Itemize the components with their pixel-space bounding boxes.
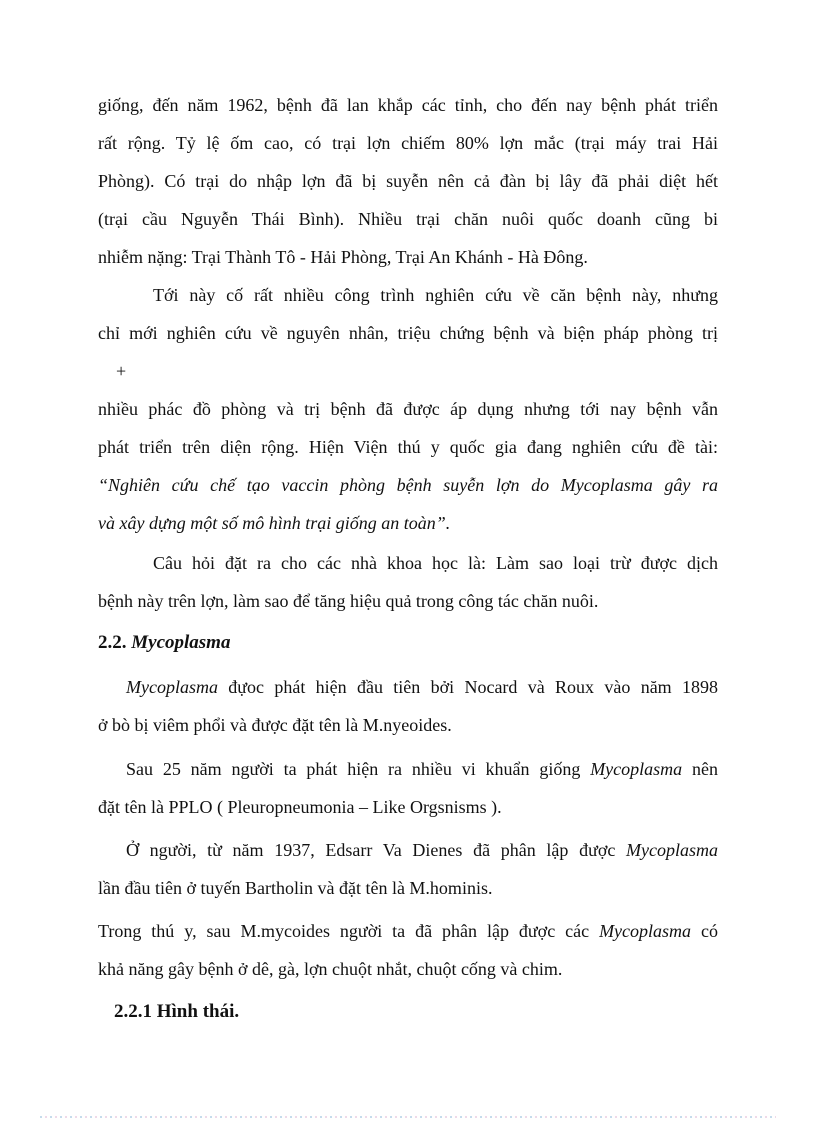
paragraph (98, 544, 718, 620)
text-line (98, 912, 718, 950)
text-line (98, 582, 718, 620)
document-body (98, 86, 718, 1031)
text-segment: Mycoplasma (126, 677, 218, 697)
text-segment: khả năng gây bệnh ở dê, gà, lợn chuột nhắt, chuột cống và chim. (98, 959, 563, 979)
text-segment: có (691, 921, 718, 941)
text-segment: Phòng). Có trại do nhập lợn đã bị suyễn nên cả đàn bị lây đã phải diệt hết (98, 171, 718, 191)
text-segment: ở bò bị viêm phổi và được đặt tên là M.nyeoides. (98, 715, 452, 735)
text-segment: + (116, 361, 127, 381)
page-bottom-dotted-line (40, 1116, 776, 1118)
text-segment: đựoc phát hiện đầu tiên bởi Nocard và Roux vào năm 1898 (217, 677, 718, 697)
text-segment: Mycoplasma (626, 840, 718, 860)
section-heading (98, 993, 718, 1031)
text-segment: đặt tên là PPLO ( Pleuropneumonia – Like Orgsnisms ). (98, 797, 502, 817)
paragraph (98, 86, 718, 276)
text-segment: Trong thú y, sau M.mycoides người ta đã phân lập được các (98, 921, 600, 941)
section-heading (98, 624, 718, 662)
text-segment: bệnh này trên lợn, làm sao để tăng hiệu quả trong công tác chăn nuôi. (98, 591, 599, 611)
text-segment: Câu hỏi đặt ra cho các nhà khoa học là: Làm sao loại trừ được dịch (153, 553, 718, 573)
text-segment: “Nghiên cứu chế tạo vaccin phòng bệnh suyễn lợn do Mycoplasma gây ra (98, 475, 718, 495)
text-segment: Mycoplasma (599, 921, 692, 941)
text-segment: giống, đến năm 1962, bệnh đã lan khắp các tỉnh, cho đến nay bệnh phát triển (98, 95, 718, 115)
text-line (98, 276, 718, 314)
text-line (98, 624, 718, 662)
text-line (98, 162, 718, 200)
text-line (98, 706, 718, 744)
text-segment: Tới này cố rất nhiều công trình nghiên cứu về căn bệnh này, nhưng (153, 285, 718, 305)
text-line (98, 869, 718, 907)
paragraph (98, 276, 718, 390)
text-segment: Mycoplasma (131, 632, 231, 653)
text-segment: nhiều phác đồ phòng và trị bệnh đã được áp dụng nhưng tới nay bệnh vẫn (98, 399, 718, 419)
text-line (98, 314, 718, 352)
text-line (98, 788, 718, 826)
text-line (98, 544, 718, 582)
text-line (98, 352, 718, 390)
text-segment: lần đầu tiên ở tuyến Bartholin và đặt tên là M.hominis. (98, 878, 493, 898)
text-line (98, 504, 718, 542)
paragraph (98, 668, 718, 744)
text-line (98, 124, 718, 162)
text-segment: rất rộng. Tỷ lệ ốm cao, có trại lợn chiếm 80% lợn mắc (trại máy trai Hải (98, 133, 718, 153)
text-line (98, 950, 718, 988)
text-segment: Sau 25 năm người ta phát hiện ra nhiều vi khuẩn giống (126, 759, 591, 779)
text-segment: nên (682, 759, 718, 779)
text-segment: chỉ mới nghiên cứu về nguyên nhân, triệu chứng bệnh và biện pháp phòng trị (98, 323, 718, 343)
text-line (98, 428, 718, 466)
text-segment: Mycoplasma (590, 759, 683, 779)
text-line (98, 993, 718, 1031)
text-line (98, 86, 718, 124)
text-segment: 2.2.1 Hình thái. (114, 1001, 240, 1022)
paragraph (98, 831, 718, 907)
paragraph (98, 390, 718, 542)
text-line (98, 466, 718, 504)
text-segment: Ở người, từ năm 1937, Edsarr Va Dienes đã phân lập được (126, 840, 627, 860)
text-line (98, 668, 718, 706)
text-line (98, 200, 718, 238)
text-segment: 2.2. (98, 632, 132, 653)
text-line (98, 831, 718, 869)
text-segment: nhiễm nặng: Trại Thành Tô - Hải Phòng, Trại An Khánh - Hà Đông. (98, 247, 588, 267)
paragraph (98, 912, 718, 988)
text-line (98, 750, 718, 788)
text-segment: (trại cầu Nguyễn Thái Bình). Nhiều trại chăn nuôi quốc doanh cũng bi (98, 209, 718, 229)
paragraph (98, 750, 718, 826)
text-segment: và xây dựng một số mô hình trại giống an toàn”. (98, 513, 451, 533)
text-line (98, 390, 718, 428)
text-line (98, 238, 718, 276)
text-segment: phát triển trên diện rộng. Hiện Viện thú y quốc gia đang nghiên cứu đề tài: (98, 437, 718, 457)
